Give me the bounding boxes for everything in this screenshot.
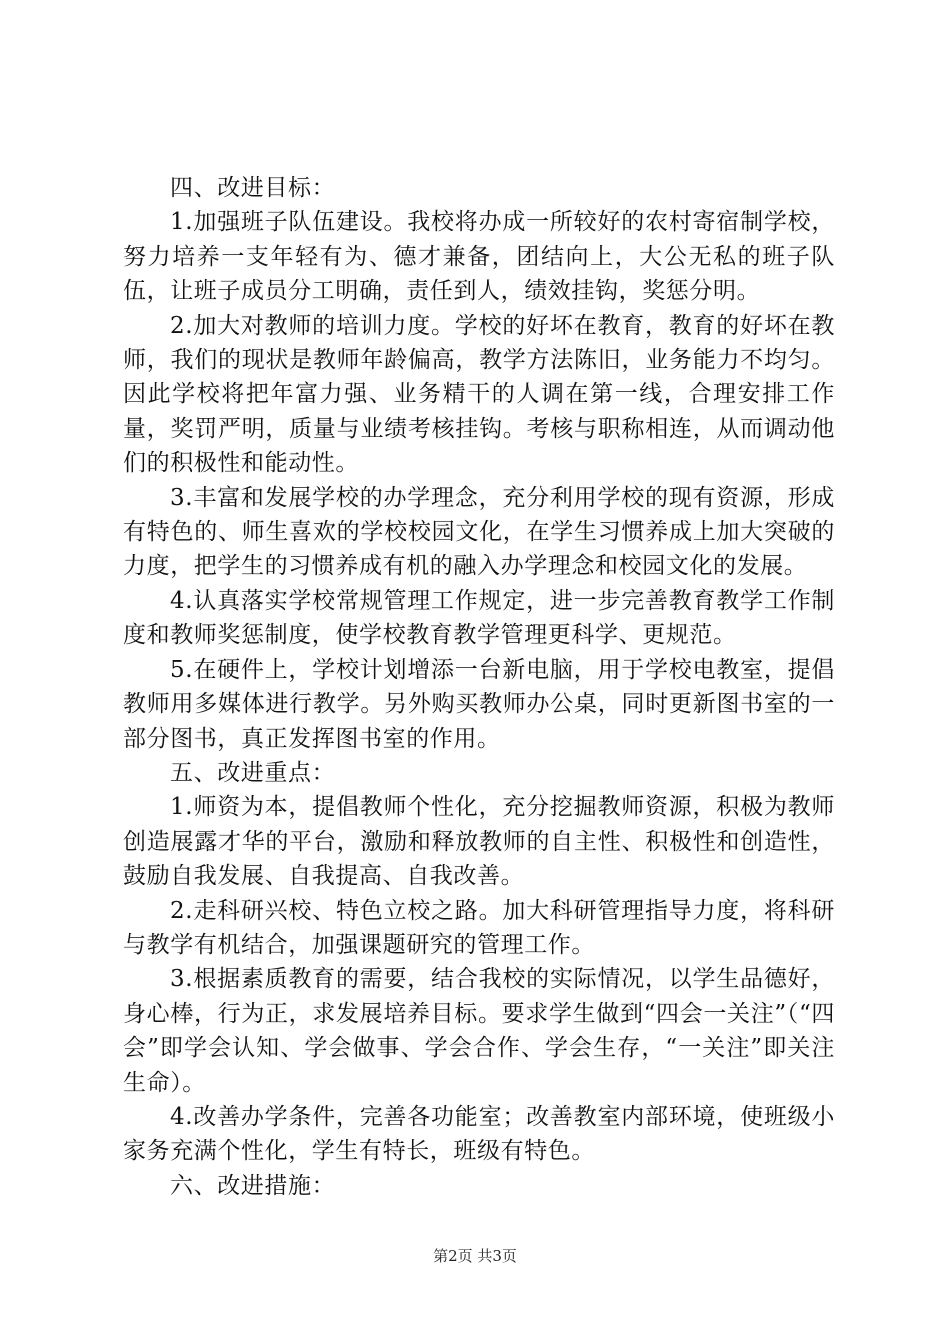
paragraph: 4.改善办学条件，完善各功能室；改善教室内部环境，使班级小家务充满个性化，学生有特长，班级有特色。 bbox=[123, 1103, 835, 1165]
document-body bbox=[123, 171, 835, 1203]
paragraph: 2.走科研兴校、特色立校之路。加大科研管理指导力度，将科研与教学有机结合，加强课题研究的管理工作。 bbox=[123, 897, 835, 958]
section-heading-focus: 五、改进重点： bbox=[170, 759, 336, 786]
page-number-footer: 第2页 共3页 bbox=[433, 1247, 517, 1265]
section-heading-goals: 四、改进目标： bbox=[170, 175, 336, 201]
section-heading-measures: 六、改进措施： bbox=[170, 1172, 336, 1199]
paragraph: 2.加大对教师的培训力度。学校的好坏在教育，教育的好坏在教师，我们的现状是教师年龄偏高，教学方法陈旧，业务能力不均匀。因此学校将把年富力强、业务精干的人调在第一线，合理安排工作量，奖罚严明，质量与业绩考核挂钩。考核与职称相连，从而调动他们的积极性和能动性。 bbox=[123, 312, 835, 477]
paragraph: 1.加强班子队伍建设。我校将办成一所较好的农村寄宿制学校，努力培养一支年轻有为、德才兼备，团结向上，大公无私的班子队伍，让班子成员分工明确，责任到人，绩效挂钩，奖惩分明。 bbox=[123, 209, 835, 305]
paragraph: 4.认真落实学校常规管理工作规定，进一步完善教育教学工作制度和教师奖惩制度，使学校教育教学管理更科学、更规范。 bbox=[123, 587, 835, 649]
paragraph: 3.根据素质教育的需要，结合我校的实际情况，以学生品德好，身心棒，行为正，求发展培养目标。要求学生做到“四会一关注”（“四会”即学会认知、学会做事、学会合作、学会生存，“一关注”即关注生命）。 bbox=[123, 966, 835, 1096]
paragraph: 1.师资为本，提倡教师个性化，充分挖掘教师资源，积极为教师创造展露才华的平台，激励和释放教师的自主性、积极性和创造性，鼓励自我发展、自我提高、自我改善。 bbox=[123, 794, 835, 890]
paragraph: 3.丰富和发展学校的办学理念，充分利用学校的现有资源，形成有特色的、师生喜欢的学校校园文化，在学生习惯养成上加大突破的力度，把学生的习惯养成有机的融入办学理念和校园文化的发展。 bbox=[123, 484, 835, 580]
paragraph: 5.在硬件上，学校计划增添一台新电脑，用于学校电教室，提倡教师用多媒体进行教学。另外购买教师办公桌，同时更新图书室的一部分图书，真正发挥图书室的作用。 bbox=[123, 656, 835, 752]
